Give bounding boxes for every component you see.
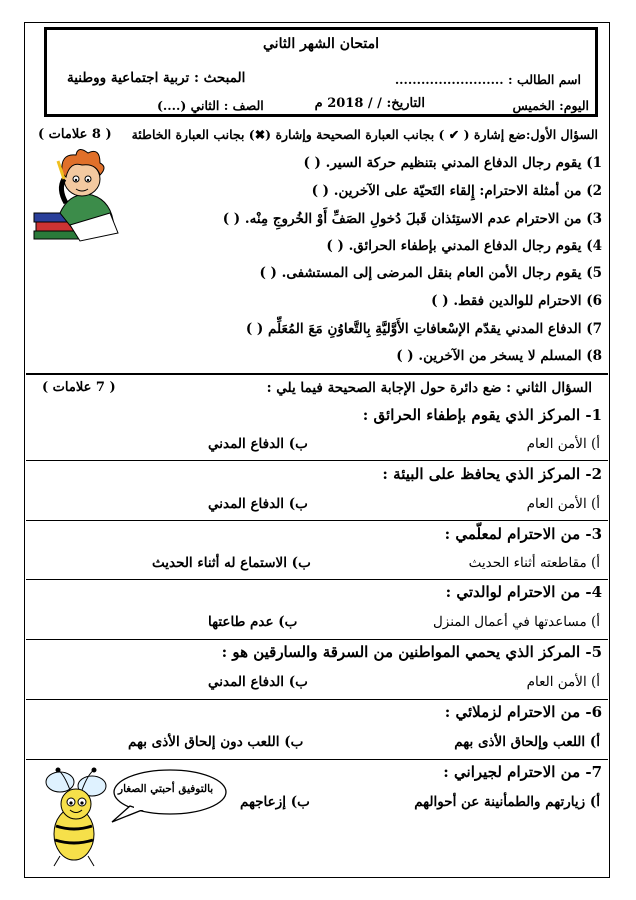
student-cartoon-illustration [30,143,122,243]
q2-q2-option-a: أ) الأمن العام [526,496,600,512]
q1-item-6: 6) الاحترام للوالدين فقط. ( ) [431,293,602,309]
q2-q5-option-a: أ) الأمن العام [526,674,600,690]
q2-q6-option-b: ب) اللعب دون إلحاق الأذى بهم [128,734,304,750]
q2-q4-option-a: أ) مساعدتها في أعمال المنزل [432,614,600,630]
bee-cartoon-illustration [30,762,230,872]
q2-q7-option-b: ب) إزعاجهم [240,794,310,810]
question-divider [26,460,608,461]
q2-q2-option-b: ب) الدفاع المدني [208,496,308,512]
date-label: التاريخ: / / 2018 م [314,96,425,111]
q1-marks: ( 8 علامات ) [38,127,112,142]
q2-q3-option-b: ب) الاستماع له أثناء الحديث [152,555,311,571]
section-divider [26,373,608,375]
exam-title: امتحان الشهر الثاني [263,36,379,52]
question-divider [26,639,608,640]
q1-item-7: 7) الدفاع المدني يقدّم الإسْعافاتِ الأَوَّليَّةِ بِالتَّعاوُنِ مَعَ المُعَلِّم ( ) [245,321,602,337]
q2-marks: ( 7 علامات ) [42,380,116,395]
q2-q1-option-a: أ) الأمن العام [526,436,600,452]
speech-bubble-text: بالتوفيق أحبتي الصغار [118,783,214,795]
question-divider [26,520,608,521]
q1-item-1: 1) يقوم رجال الدفاع المدني بتنظيم حركة السير. ( ) [303,155,602,171]
q2-q7-option-a: أ) زيارتهم والطمأنينة عن أحوالهم [414,794,600,810]
subject-label: المبحث : تربية اجتماعية ووطنية [67,70,246,86]
q2-q4-option-b: ب) عدم طاعتها [208,614,298,630]
question-divider [26,759,608,760]
q2-q5-option-b: ب) الدفاع المدني [208,674,308,690]
q2-question-6: 6- من الاحترام لزملائي : [444,703,602,721]
q1-item-8: 8) المسلم لا يسخر من الآخرين. ( ) [396,348,602,364]
question-divider [26,579,608,580]
q2-question-3: 3- من الاحترام لمعلّمي : [444,525,602,543]
q2-header: السؤال الثاني : ضع دائرة حول الإجابة الصحيحة فيما يلي : [266,380,592,396]
q2-q1-option-b: ب) الدفاع المدني [208,436,308,452]
student-name-field: اسم الطالب : ......................... [394,72,581,87]
q1-item-5: 5) يقوم رجال الأمن العام بنقل المرضى إلى المستشفى. ( ) [259,265,602,281]
grade-label: الصف : الثاني (....) [157,98,264,113]
q2-q3-option-a: أ) مقاطعته أثناء الحديث [468,555,600,571]
q2-question-5: 5- المركز الذي يحمي المواطنين من السرقة والسارقين هو : [221,643,602,661]
q1-header: السؤال الأول:ضع إشارة ( ✔ ) بجانب العبارة الصحيحة وإشارة (✖) بجانب العبارة الخاطئة [131,127,598,142]
q1-item-2: 2) من أمثلة الاحترام: إِلقاء التَحيّة على الآخرين. ( ) [311,183,602,199]
day-label: اليوم: الخميس [512,98,589,113]
q2-question-1: 1- المركز الذي يقوم بإطفاء الحرائق : [362,406,602,424]
question-divider [26,699,608,700]
q1-item-3: 3) من الاحترام عدم الاستِئذان قَبلَ دُخولِ الصَفِّ أَوْ الخُروجِ مِنْه. ( ) [222,211,602,227]
q1-item-4: 4) يقوم رجال الدفاع المدني بإطفاء الحرائق. ( ) [326,238,602,254]
exam-header [44,27,598,117]
q2-question-2: 2- المركز الذي يحافظ على البيئة : [382,465,602,483]
q2-question-4: 4- من الاحترام لوالدتي : [445,583,602,601]
q2-question-7: 7- من الاحترام لجيراني : [443,763,602,781]
q2-q6-option-a: أ) اللعب وإلحاق الأذى بهم [454,734,600,750]
